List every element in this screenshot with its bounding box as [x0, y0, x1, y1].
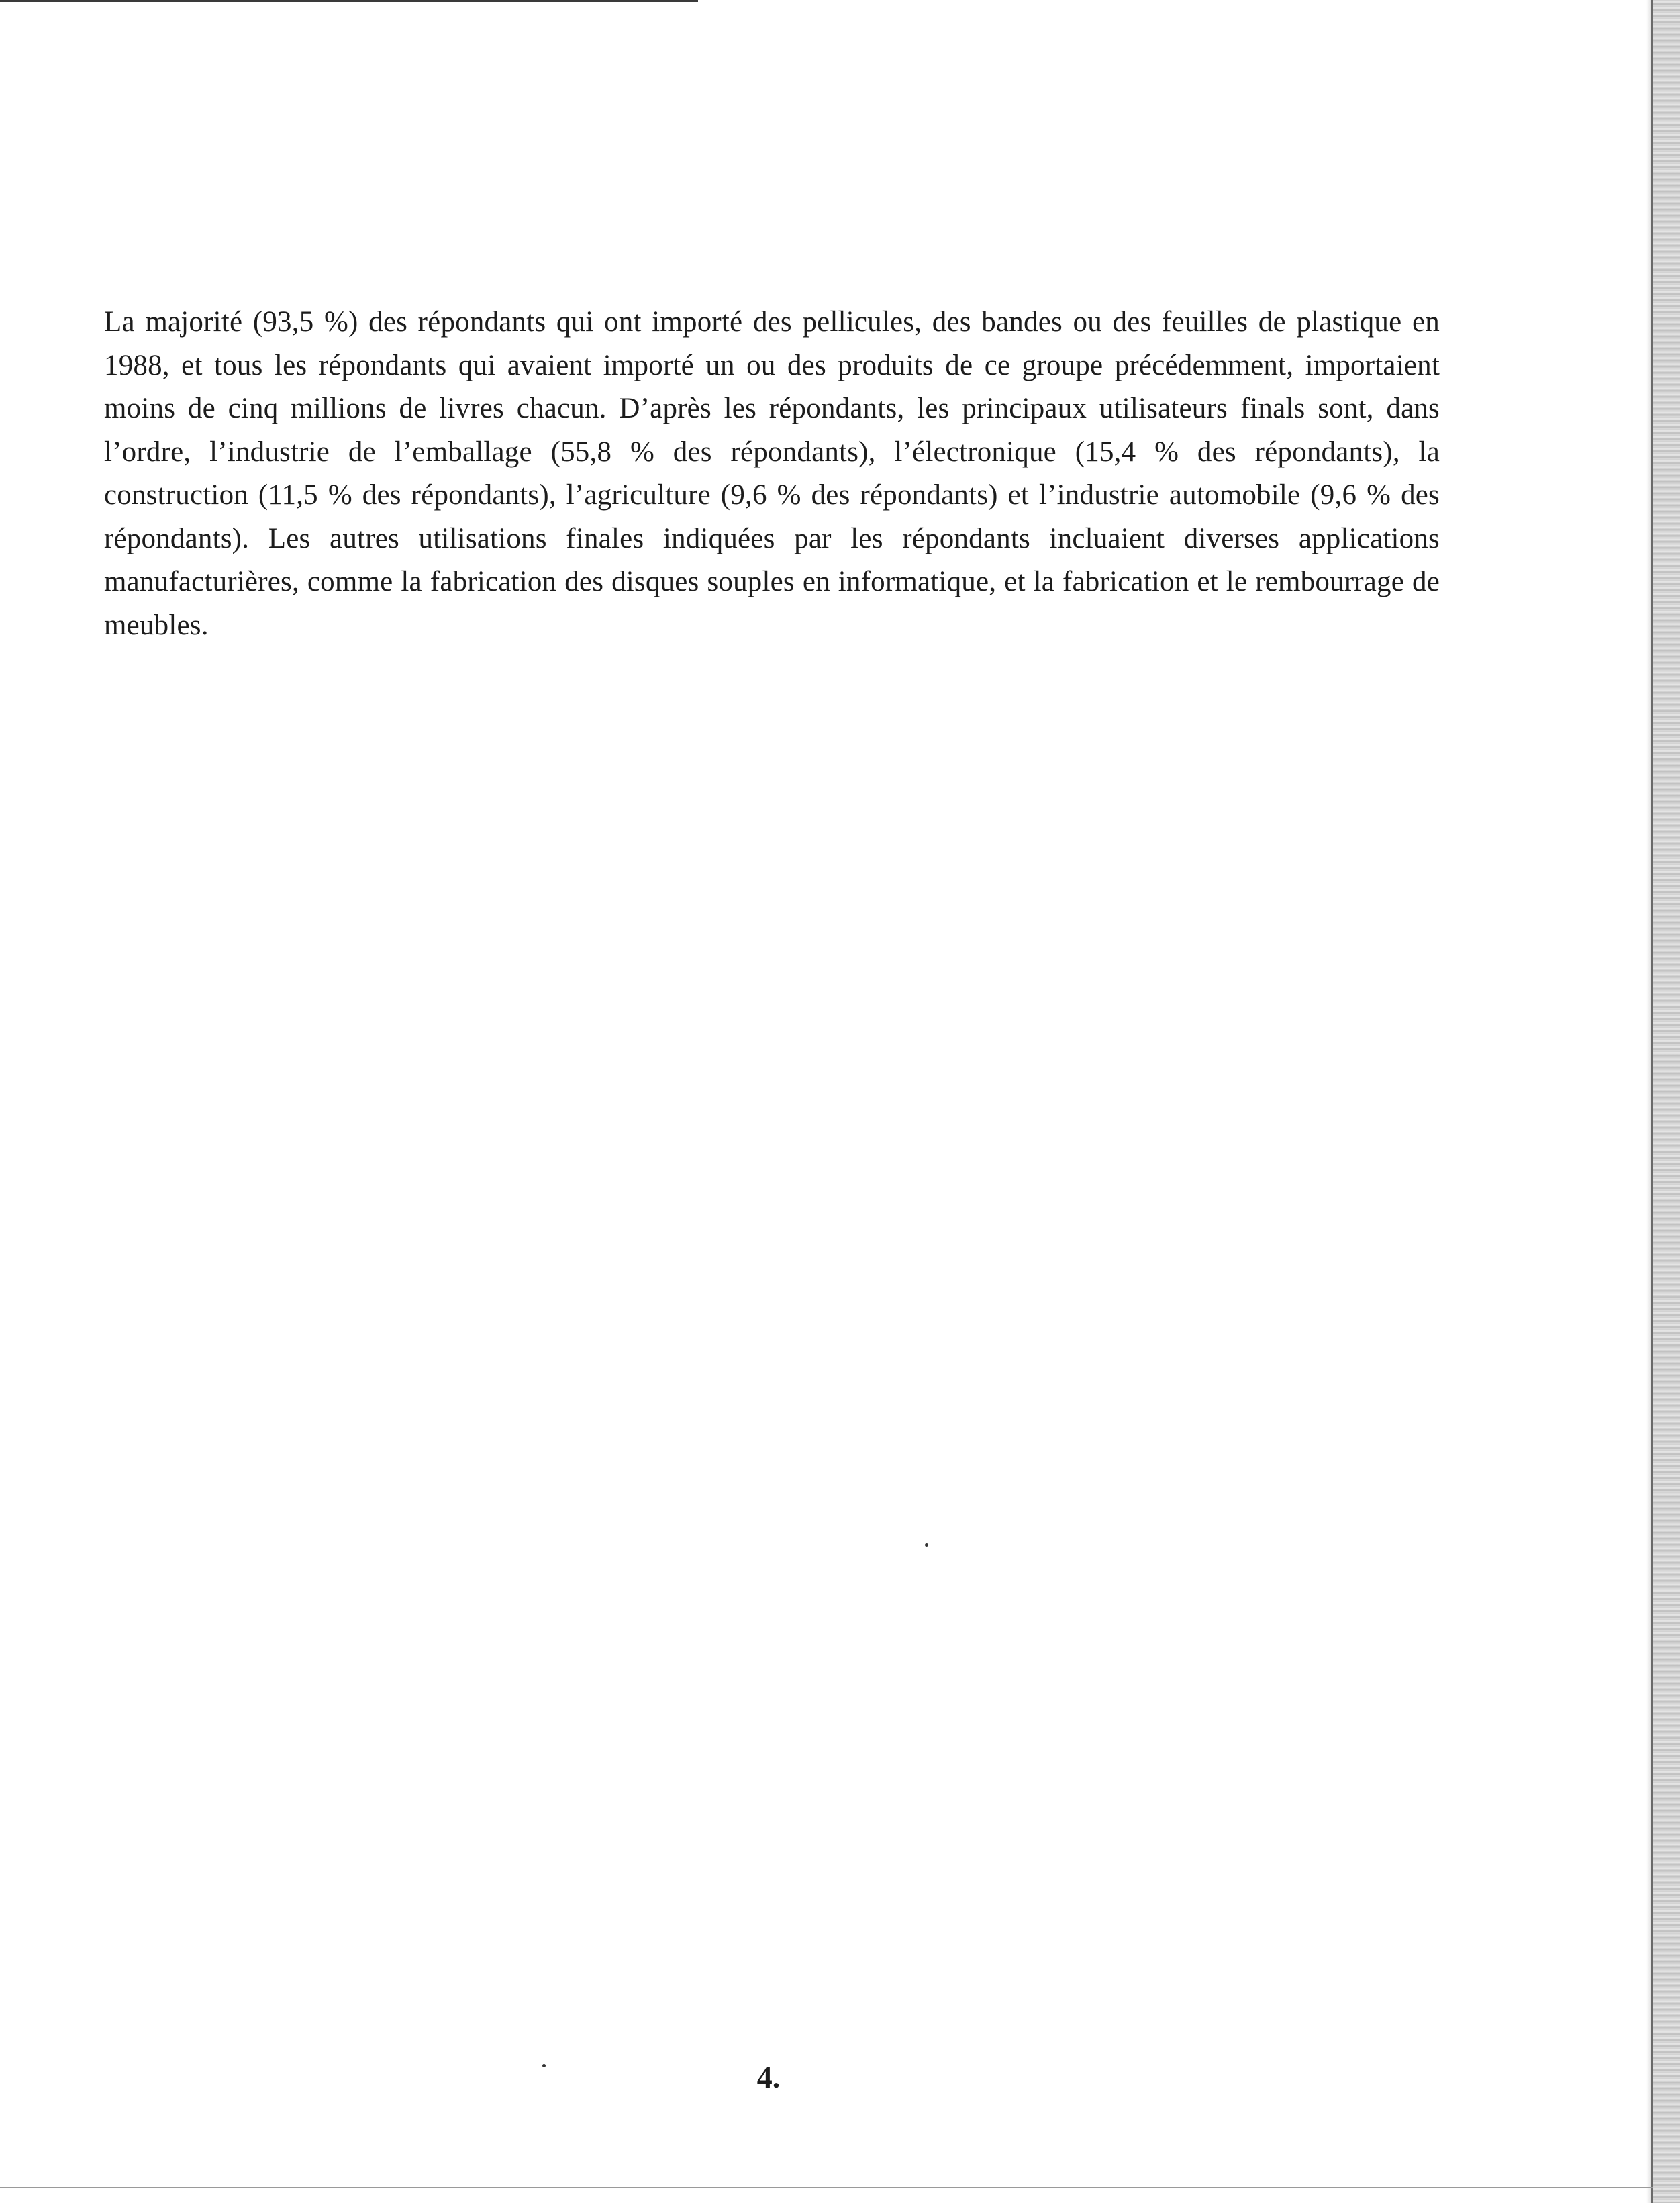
top-rule [0, 0, 698, 2]
page-edge [1651, 0, 1680, 2203]
page-number: 4. [756, 2060, 781, 2094]
bottom-rule [0, 2187, 1653, 2188]
scan-speck [925, 1543, 928, 1547]
body-paragraph: La majorité (93,5 %) des répondants qui ont importé des pellicules, des bandes ou des feuilles de plastique en 1988, et tous les répondants qui avaient importé un ou des produits de ce groupe précédemment, importaient moins de cinq millions de livres chacun. D’après les répondants, les principaux utilisateurs finals sont, dans l’ordre, l’industrie de l’emballage (55,8 % des répondants), l’électronique (15,4 % des répondants), la construction (11,5 % des répondants), l’agriculture (9,6 % des répondants) et l’industrie automobile (9,6 % des répondants). Les autres utilisations finales indiquées par les répondants incluaient diverses applications manufacturières, comme la fabrication des disques souples en informatique, et la fabrication et le rembourrage de meubles. [104, 306, 1440, 641]
